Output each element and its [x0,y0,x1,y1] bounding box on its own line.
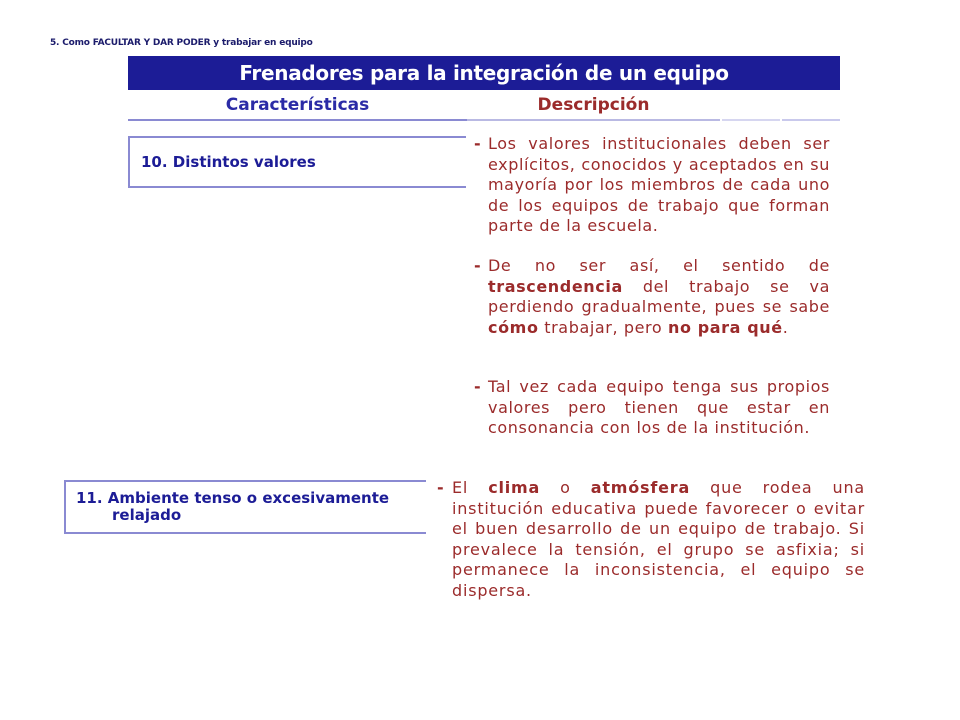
description-item [474,377,830,439]
bullet-dash: - [474,134,482,153]
header-divider [467,119,720,121]
text-run: . [782,317,789,337]
column-header-descripcion: Descripción [537,95,650,115]
text-run: El [452,478,489,497]
bullet-dash: - [474,377,482,396]
description-item [474,134,830,237]
emphasis-text: clima [488,478,541,497]
description-text: Tal vez cada equipo tenga sus propios valores pero tienen que estar en consonancia con los de la institución. [488,377,830,437]
bullet-dash: - [474,256,482,275]
text-run: o [540,478,591,497]
breadcrumb: 5. Como FACULTAR Y DAR PODER y trabajar en equipo [50,38,313,48]
column-header-caracteristicas: Características [225,95,370,115]
description-text [474,256,830,338]
description-item [437,478,865,601]
emphasis-text: cómo [488,317,539,337]
description-text: Los valores institucionales deben ser explícitos, conocidos y aceptados en su mayoría por los miembros de cada uno de los equipos de trabajo que forman parte de la escuela. [488,134,830,235]
feature-box-distintos-valores [128,136,466,188]
text-run: trabajar, pero [538,317,668,337]
feature-label: 11. Ambiente tenso o excesivamente [76,489,390,507]
header-divider [722,119,780,121]
header-divider [782,119,840,121]
slide-title: Frenadores para la integración de un equipo [128,56,840,90]
feature-label-continuation: relajado [112,506,182,524]
feature-box-ambiente-tenso [64,480,426,534]
text-run: De no ser así, el sentido de [488,256,830,275]
header-divider [128,119,467,121]
text-run: del trabajo se va perdiendo gradualmente, pues se sabe [488,276,830,316]
description-text [437,478,865,601]
bullet-dash: - [437,478,445,497]
feature-label: 10. Distintos valores [141,153,316,171]
emphasis-text: no para qué [667,317,783,337]
emphasis-text: trascendencia [488,276,623,296]
text-run: que rodea una institución educativa puede favorecer o evitar el buen desarrollo de un equipo de trabajo. Si prevalece la tensión, el grupo se asfixia; si permanece la inconsistencia, el equipo se dispersa. [452,478,865,600]
emphasis-text: atmósfera [590,478,691,497]
description-item [474,256,830,338]
